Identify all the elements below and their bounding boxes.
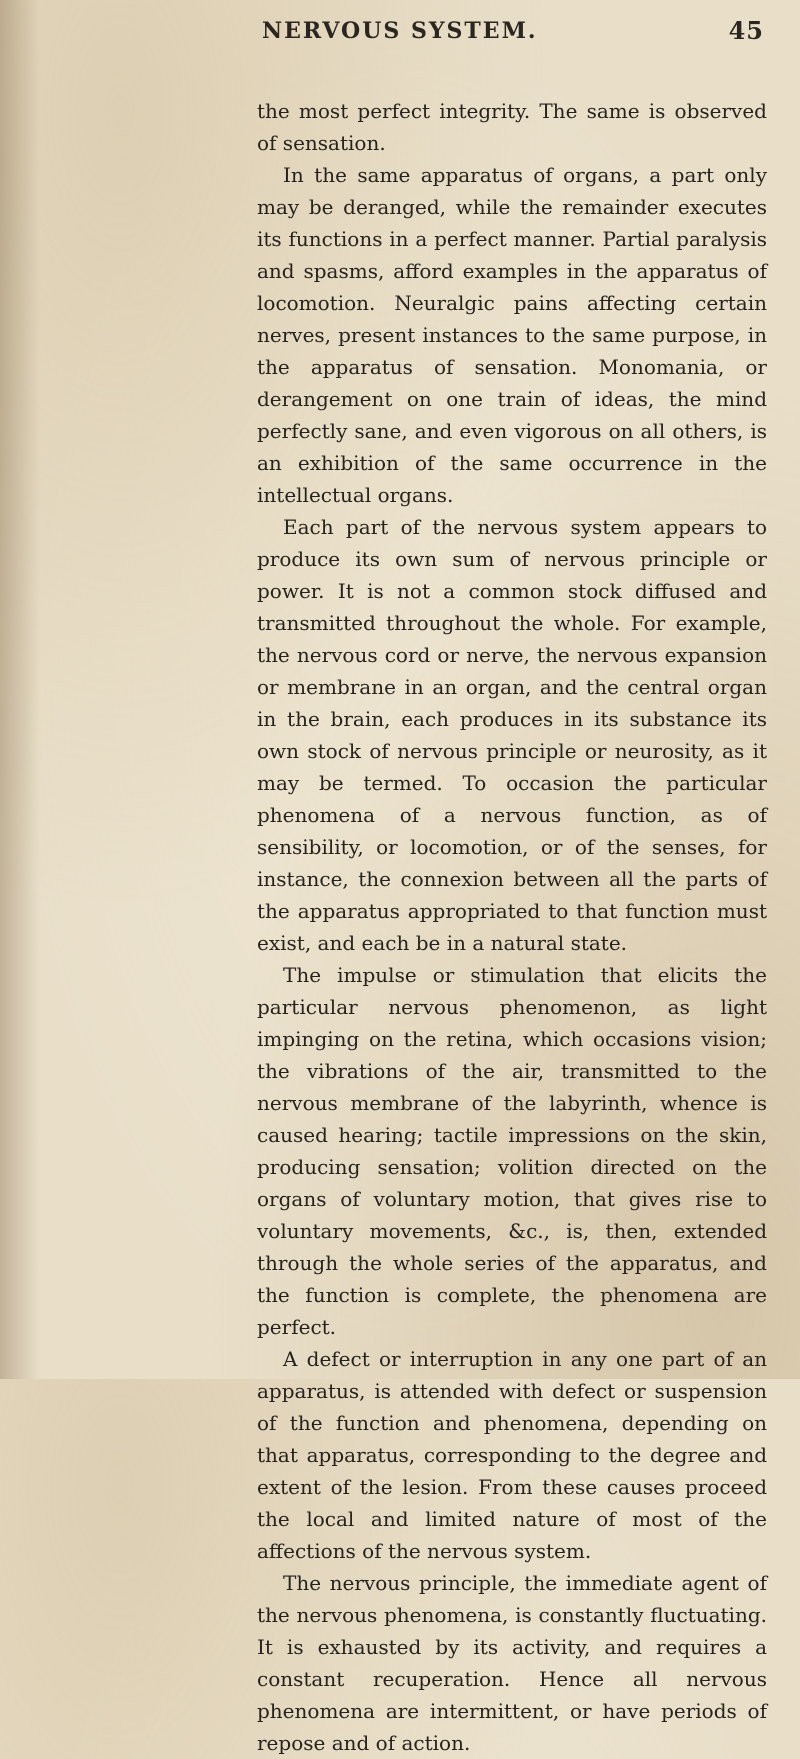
paragraph-continuation: the most perfect integrity. The same is observed of sensation. [257, 99, 767, 155]
paragraph: The impulse or stimulation that elicits the particular nervous phenomenon, as light impinging on the retina, which occasions vision; the vibrations of the air, transmitted to the nervous membrane of the labyrinth, whence is caused hearing; tactile impressions on the skin, producing sensation; volition directed on the organs of voluntary motion, that gives rise to voluntary movements, &c., is, then, extended through the whole series of the apparatus, and the function is complete, the phenomena are perfect. [257, 963, 767, 1339]
paragraph: Each part of the nervous system appears to produce its own sum of nervous principle or power. It is not a common stock diffused and transmitted throughout the whole. For example, the nervous cord or nerve, the nervous expansion or membrane in an organ, and the central organ in the brain, each produces in its substance its own stock of nervous principle or neurosity, as it may be termed. To occasion the particular phenomena of a nervous function, as of sensibility, or locomotion, or of the senses, for instance, the connexion between all the parts of the apparatus appropriated to that function must exist, and each be in a natural state. [257, 515, 767, 955]
body-text [257, 95, 767, 1759]
paragraph: The nervous principle, the immediate agent of the nervous phenomena, is constantly fluctuating. It is exhausted by its activity, and requires a constant recuperation. Hence all nervous phenomena are intermittent, or have periods of repose and of action. [257, 1571, 767, 1755]
running-title: NERVOUS SYSTEM. [262, 18, 538, 44]
running-head [262, 12, 764, 52]
page-gutter-shadow [0, 0, 40, 1379]
paragraph: In the same apparatus of organs, a part only may be deranged, while the remainder executes its functions in a perfect manner. Partial paralysis and spasms, afford examples in the apparatus of locomotion. Neuralgic pains affecting certain nerves, present instances to the same purpose, in the apparatus of sensation. Monomania, or derangement on one train of ideas, the mind perfectly sane, and even vigorous on all others, is an exhibition of the same occurrence in the intellectual organs. [257, 163, 767, 507]
paragraph: A defect or interruption in any one part of an apparatus, is attended with defect or suspension of the function and phenomena, depending on that apparatus, corresponding to the degree and extent of the lesion. From these causes proceed the local and limited nature of most of the affections of the nervous system. [257, 1347, 767, 1563]
page-number: 45 [728, 16, 764, 45]
